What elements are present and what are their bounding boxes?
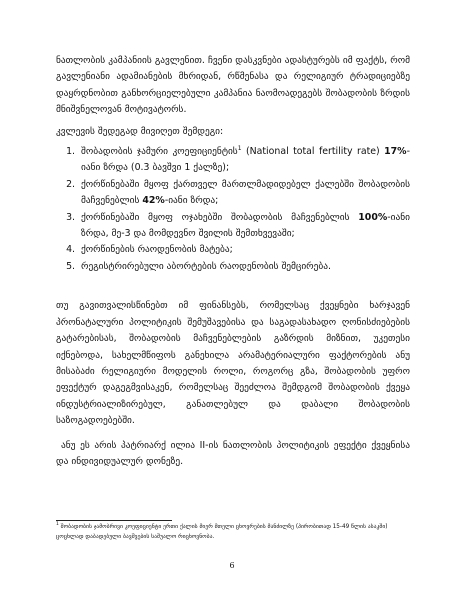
list-item: 5. რეგისტრირებული აბორტების რაოდენობის შემცირება. — [78, 259, 410, 275]
body-text — [56, 53, 410, 470]
paragraph-3: თუ გავითვალისწინებთ იმ ფინანსებს, რომელსაც ქვეყნები ხარჯავენ პრონატალური პოლიტიკის შემუშავებისა და საგადასახადო ღონისძიებების გატარებისას, შობადობის მაჩვენებლების გაზრდის მიზნით, უკეთესი იქნებოდა, სახელმწიფოს განეხილა არამატერიალური ფაქტორების ანუ მისაბაძი რელიგიური მოდელის როლი, როგორც გზა, შობადობის უფრო ეფექტურ დაგეგმვისაკენ, რომელსაც შეეძლოა შემდგომ შობადობის ქვეყა ინდუსტრიალიზირებულ, განათლებულ და დაბალი შობადობის საზოგადოებებში. — [56, 300, 410, 427]
list-item: 2. ქორწინებაში მყოფ ქართველ მართლმადიდებელ ქალებში შობადობის მაჩვენებლის 42%-იანი ზრდა; — [78, 177, 410, 210]
list-item: 3. ქორწინებაში მყოფ ოჯახებში შობადობის მაჩვენებლის 100%-იანი ზრდა, მე-3 და მომდევნო შვილის შემთხვევაში; — [78, 210, 410, 243]
findings-list — [56, 144, 410, 275]
footnote-separator — [56, 520, 172, 521]
paragraph-1: ნათლობის კამპანიის გავლენით. ჩვენი დასკვნები ადასტურებს იმ ფაქტს, რომ გავლენიანი ადამიანების მხრიდან, რწმენასა და რელიგიურ ტრადიციებზე დაყრდნობით განხორციელებული კამპანია ნაომოადეგებს შობადობის ზრდის მნიშვნელოვან მოტივატორს. — [56, 55, 410, 116]
paragraph-4: ანუ ეს არის პატრიარქ ილია II-ის ნათლობის პოლიტიკის ეფექტი ქვეყნისა და ინდივიდუალურ დონეზე. — [56, 439, 410, 467]
footnote — [56, 523, 410, 542]
footnote-marker: 1 — [237, 144, 242, 152]
footnote-text: შობადობის ჯამობრივი კოეფიციენტი ერთი ქალის მიერ მთელი ცხოვრების მანძილზე (პირობითად 15-49 წლის ასაკში) ცოცხლად დაბადებული ბავშვების საშუალო რიცხოვნობა. — [56, 524, 388, 540]
list-item: 1. შობადობის ჯამური კოეფიციენტის$^1$ (National total fertility rate) 17%-იანი ზრდა (0.3 ბავშვი 1 ქალზე); — [78, 144, 410, 177]
findings-intro: კვლევის შედეგად მივიღეთ შემდეგი: — [56, 125, 224, 137]
list-item: 4. ქორწინების რაოდენობის მატება; — [78, 242, 410, 258]
footnote-number: 1 — [56, 522, 59, 528]
page-number: 6 — [229, 561, 235, 570]
